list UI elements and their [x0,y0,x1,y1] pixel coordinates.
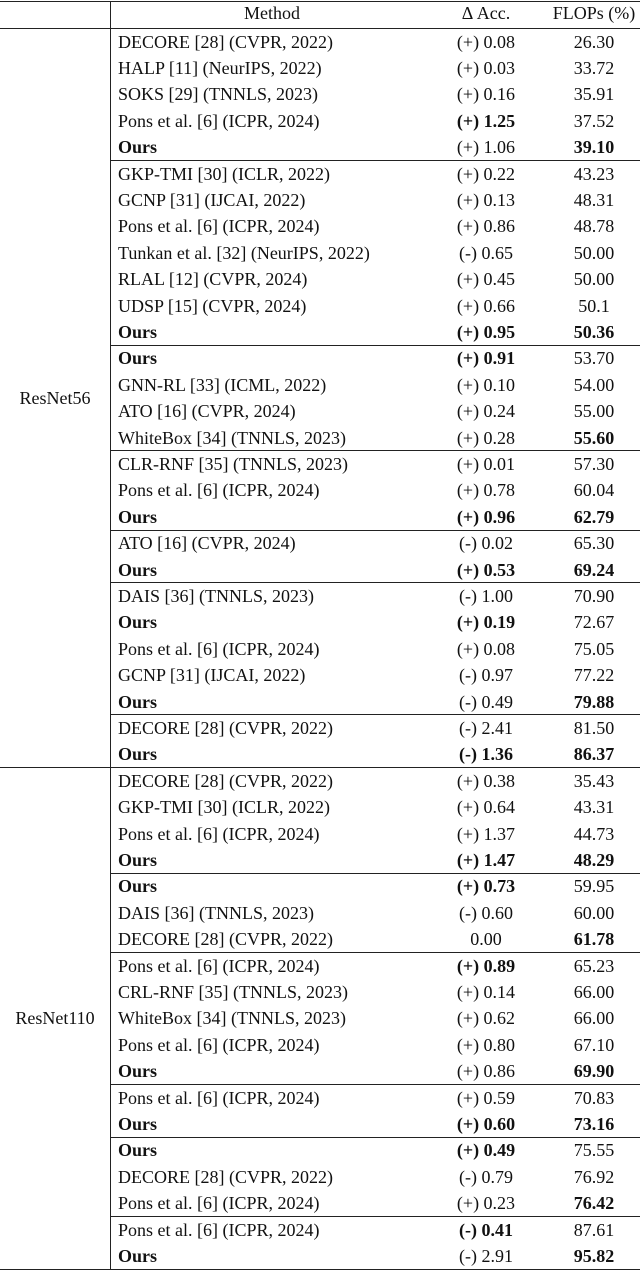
method-cell: Ours [118,506,158,527]
delta-acc-cell: (-) 0.97 [459,665,513,686]
table-row [0,715,640,741]
flops-cell: 55.60 [573,427,615,448]
method-cell: Pons et al. [6] (ICPR, 2024) [118,638,320,659]
delta-acc-cell: (+) 0.86 [456,216,516,237]
flops-cell: 50.00 [573,269,615,290]
delta-acc-cell: (+) 0.49 [456,1140,516,1161]
delta-acc-cell: (+) 1.47 [456,849,516,870]
delta-acc-cell: (-) 1.00 [459,585,513,606]
model-label: ResNet56 [19,387,91,408]
table-row [0,1032,640,1058]
flops-cell: 62.79 [573,506,615,527]
method-cell: Ours [118,849,158,870]
method-cell: Pons et al. [6] (ICPR, 2024) [118,216,320,237]
flops-cell: 50.36 [573,321,615,342]
delta-acc-cell: (+) 0.24 [456,401,516,422]
flops-cell: 44.73 [573,823,615,844]
method-cell: DECORE [28] (CVPR, 2022) [118,1166,333,1187]
bottom-rule [0,1269,640,1270]
flops-cell: 95.82 [573,1245,615,1266]
table-row [0,1137,640,1163]
flops-cell: 75.55 [573,1140,615,1161]
method-cell: HALP [11] (NeurIPS, 2022) [118,57,322,78]
table-row [0,609,640,635]
delta-acc-cell: (+) 0.96 [456,506,516,527]
delta-acc-cell: (+) 0.28 [456,427,516,448]
delta-acc-cell: (+) 0.95 [456,321,516,342]
table-row [0,900,640,926]
delta-acc-cell: (+) 0.14 [456,981,516,1002]
delta-acc-cell: (+) 0.53 [456,559,516,580]
delta-acc-cell: (+) 1.37 [456,823,516,844]
flops-cell: 65.30 [573,533,615,554]
flops-cell: 60.04 [573,480,615,501]
flops-cell: 81.50 [573,717,615,738]
method-cell: DECORE [28] (CVPR, 2022) [118,31,333,52]
table-row [0,451,640,477]
method-cell: Ours [118,348,158,369]
flops-cell: 65.23 [573,955,615,976]
method-cell: GNN-RL [33] (ICML, 2022) [118,374,327,395]
flops-cell: 76.92 [573,1166,615,1187]
flops-cell: 43.31 [573,797,615,818]
method-cell: DAIS [36] (TNNLS, 2023) [118,902,314,923]
method-cell: Pons et al. [6] (ICPR, 2024) [118,823,320,844]
method-cell: GKP-TMI [30] (ICLR, 2022) [118,797,330,818]
table-row [0,1164,640,1190]
method-cell: ATO [16] (CVPR, 2024) [118,533,296,554]
top-rule [0,1,640,2]
method-cell: Ours [118,137,158,158]
delta-acc-cell: (+) 1.25 [456,110,516,131]
table-row [0,847,640,873]
flops-cell: 48.29 [573,849,615,870]
flops-cell: 87.61 [573,1219,615,1240]
delta-acc-cell: (-) 0.41 [459,1219,513,1240]
method-cell: Ours [118,744,158,765]
flops-cell: 37.52 [573,110,615,131]
method-cell: GCNP [31] (IJCAI, 2022) [118,189,306,210]
method-cell: RLAL [12] (CVPR, 2024) [118,269,308,290]
table-row [0,81,640,107]
delta-acc-cell: (+) 0.01 [456,453,516,474]
flops-cell: 39.10 [573,137,615,158]
flops-cell: 26.30 [573,31,615,52]
header-method: Method [244,3,300,23]
delta-acc-cell: (-) 2.91 [459,1245,513,1266]
method-cell: Pons et al. [6] (ICPR, 2024) [118,110,320,131]
delta-acc-cell: (+) 0.62 [456,1008,516,1029]
delta-acc-cell: (+) 0.59 [456,1087,516,1108]
delta-acc-cell: (-) 2.41 [459,717,513,738]
flops-cell: 43.23 [573,163,615,184]
flops-cell: 48.78 [573,216,615,237]
delta-acc-cell: (+) 1.06 [456,137,516,158]
table-row [0,953,640,979]
delta-acc-cell: (+) 0.10 [456,374,516,395]
delta-acc-cell: (+) 0.22 [456,163,516,184]
method-cell: DAIS [36] (TNNLS, 2023) [118,585,314,606]
method-cell: GKP-TMI [30] (ICLR, 2022) [118,163,330,184]
flops-cell: 76.42 [573,1193,615,1214]
delta-acc-cell: 0.00 [470,929,502,950]
table-row [0,1217,640,1243]
flops-cell: 70.83 [573,1087,615,1108]
table-row [0,266,640,292]
flops-cell: 67.10 [573,1034,615,1055]
table-row [0,161,640,187]
method-cell: WhiteBox [34] (TNNLS, 2023) [118,427,346,448]
flops-cell: 73.16 [573,1113,615,1134]
method-cell: Pons et al. [6] (ICPR, 2024) [118,955,320,976]
method-cell: DECORE [28] (CVPR, 2022) [118,717,333,738]
flops-cell: 35.91 [573,84,615,105]
method-cell: DECORE [28] (CVPR, 2022) [118,929,333,950]
flops-cell: 69.90 [573,1061,615,1082]
delta-acc-cell: (+) 0.64 [456,797,516,818]
flops-cell: 59.95 [573,876,615,897]
flops-cell: 50.00 [573,242,615,263]
delta-acc-cell: (-) 0.49 [459,691,513,712]
method-cell: WhiteBox [34] (TNNLS, 2023) [118,1008,346,1029]
table-row [0,636,640,662]
method-cell: Ours [118,876,158,897]
table-row [0,345,640,371]
method-cell: Ours [118,691,158,712]
flops-cell: 48.31 [573,189,615,210]
delta-acc-cell: (+) 0.45 [456,269,516,290]
table-row [0,583,640,609]
flops-cell: 66.00 [573,1008,615,1029]
method-cell: Ours [118,612,158,633]
table-row [0,741,640,767]
flops-cell: 86.37 [573,744,615,765]
flops-cell: 75.05 [573,638,615,659]
flops-cell: 69.24 [573,559,615,580]
table-row [0,213,640,239]
method-cell: Pons et al. [6] (ICPR, 2024) [118,480,320,501]
delta-acc-cell: (-) 0.79 [459,1166,513,1187]
method-cell: Ours [118,1113,158,1134]
table-row [0,768,640,794]
flops-cell: 70.90 [573,585,615,606]
flops-cell: 55.00 [573,401,615,422]
method-cell: Ours [118,1245,158,1266]
flops-cell: 61.78 [573,929,615,950]
delta-acc-cell: (+) 0.16 [456,84,516,105]
table-row [0,108,640,134]
table-row [0,530,640,556]
table-row [0,873,640,899]
delta-acc-cell: (+) 0.08 [456,31,516,52]
table-row [0,689,640,715]
table-row [0,425,640,451]
table-row [0,821,640,847]
table-row [0,1190,640,1216]
table-row [0,187,640,213]
flops-cell: 77.22 [573,665,615,686]
table-row [0,979,640,1005]
delta-acc-cell: (-) 1.36 [459,744,513,765]
delta-acc-cell: (+) 0.60 [456,1113,516,1134]
table-row [0,662,640,688]
header-flops: FLOPs (%) [552,3,636,23]
delta-acc-cell: (-) 0.60 [459,902,513,923]
delta-acc-cell: (+) 0.38 [456,770,516,791]
method-cell: Pons et al. [6] (ICPR, 2024) [118,1193,320,1214]
flops-cell: 57.30 [573,453,615,474]
table-row [0,240,640,266]
group-divider [110,28,111,767]
method-cell: ATO [16] (CVPR, 2024) [118,401,296,422]
flops-cell: 35.43 [573,770,615,791]
method-cell: Ours [118,321,158,342]
flops-cell: 54.00 [573,374,615,395]
header-divider [110,1,111,28]
flops-cell: 79.88 [573,691,615,712]
method-cell: Pons et al. [6] (ICPR, 2024) [118,1034,320,1055]
method-cell: Ours [118,1140,158,1161]
delta-acc-cell: (+) 0.03 [456,57,516,78]
delta-acc-cell: (+) 0.73 [456,876,516,897]
flops-cell: 60.00 [573,902,615,923]
delta-acc-cell: (+) 0.89 [456,955,516,976]
method-cell: Ours [118,1061,158,1082]
flops-cell: 33.72 [573,57,615,78]
table-row [0,293,640,319]
delta-acc-cell: (+) 0.13 [456,189,516,210]
flops-cell: 72.67 [573,612,615,633]
method-cell: Tunkan et al. [32] (NeurIPS, 2022) [118,242,370,263]
flops-cell: 53.70 [573,348,615,369]
delta-acc-cell: (-) 0.65 [459,242,513,263]
table-row [0,319,640,345]
group-divider [110,767,111,1269]
delta-acc-cell: (+) 0.80 [456,1034,516,1055]
method-cell: CLR-RNF [35] (TNNLS, 2023) [118,453,348,474]
delta-acc-cell: (-) 0.02 [459,533,513,554]
delta-acc-cell: (+) 0.86 [456,1061,516,1082]
delta-acc-cell: (+) 0.08 [456,638,516,659]
table-row [0,1111,640,1137]
flops-cell: 50.1 [578,295,610,316]
delta-acc-cell: (+) 0.19 [456,612,516,633]
method-cell: GCNP [31] (IJCAI, 2022) [118,665,306,686]
table-row [0,29,640,55]
table-row [0,1243,640,1269]
table-row [0,926,640,952]
table-row [0,504,640,530]
delta-acc-cell: (+) 0.78 [456,480,516,501]
header-delta-acc: Δ Acc. [461,3,511,23]
table-row [0,794,640,820]
table-row [0,1058,640,1084]
method-cell: Pons et al. [6] (ICPR, 2024) [118,1087,320,1108]
table-row [0,557,640,583]
delta-acc-cell: (+) 0.66 [456,295,516,316]
method-cell: CRL-RNF [35] (TNNLS, 2023) [118,981,348,1002]
method-cell: DECORE [28] (CVPR, 2022) [118,770,333,791]
table-row [0,134,640,160]
table-row [0,477,640,503]
table-row [0,1085,640,1111]
method-cell: Pons et al. [6] (ICPR, 2024) [118,1219,320,1240]
table-row [0,55,640,81]
method-cell: SOKS [29] (TNNLS, 2023) [118,84,318,105]
flops-cell: 66.00 [573,981,615,1002]
method-cell: UDSP [15] (CVPR, 2024) [118,295,307,316]
model-label: ResNet110 [15,1008,95,1028]
delta-acc-cell: (+) 0.23 [456,1193,516,1214]
method-cell: Ours [118,559,158,580]
delta-acc-cell: (+) 0.91 [456,348,516,369]
